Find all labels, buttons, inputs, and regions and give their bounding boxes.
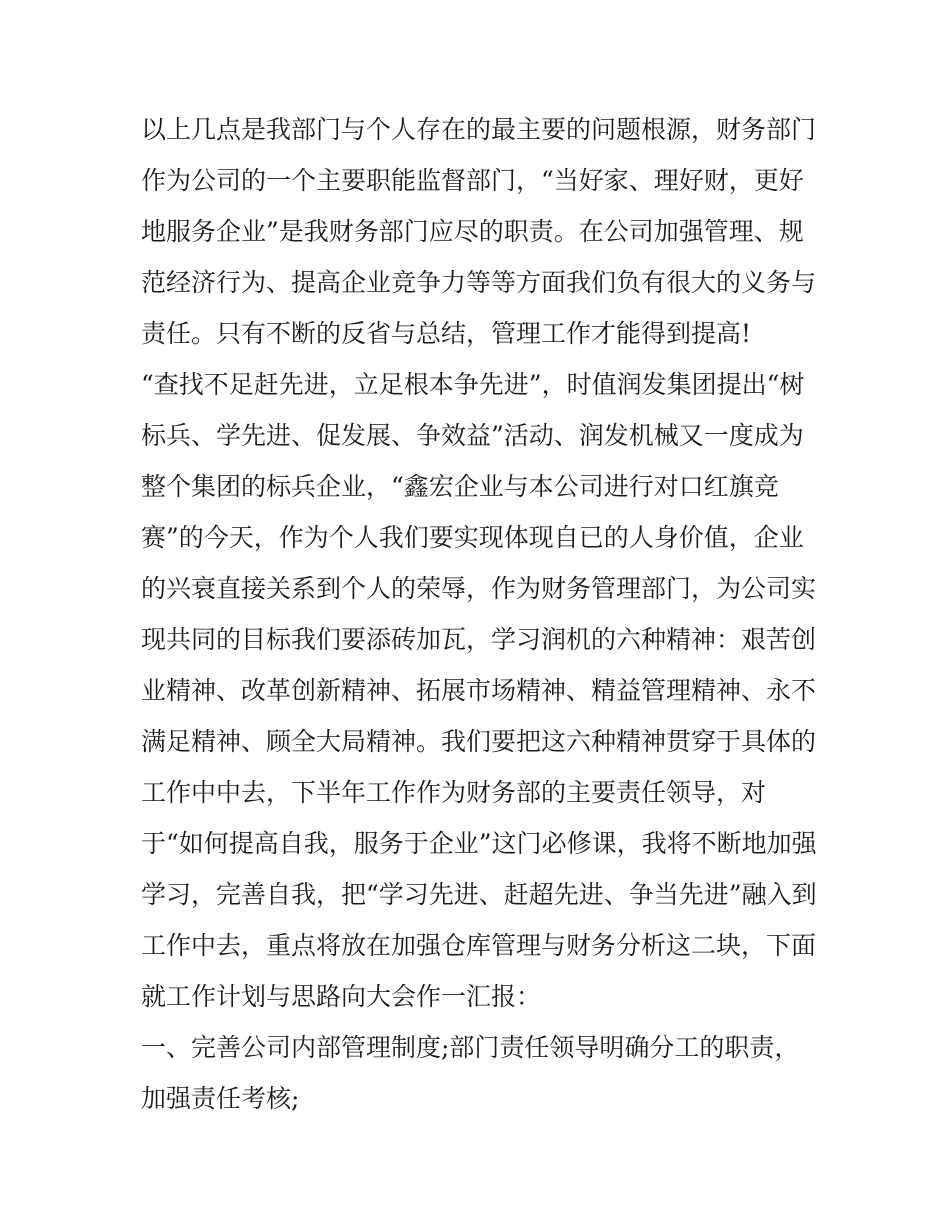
text-line: 标兵、学先进、促发展、争效益”活动、润发机械又一度成为	[141, 421, 804, 450]
text-line: 工作中中去，下半年工作作为财务部的主要责任领导，对	[141, 778, 767, 807]
text-line: 业精神、改革创新精神、拓展市场精神、精益管理精神、永不	[141, 676, 817, 705]
text-line: 范经济行为、提高企业竞争力等等方面我们负有很大的义务与	[141, 268, 817, 297]
text-line: 满足精神、顾全大局精神。我们要把这六种精神贯穿于具体的	[141, 727, 817, 756]
text-line: 以上几点是我部门与个人存在的最主要的问题根源，财务部门	[141, 115, 817, 144]
text-line: 学习，完善自我，把“学习先进、赶超先进、争当先进”融入到	[141, 880, 817, 909]
text-line: 一、完善公司内部管理制度;部门责任领导明确分工的职责，	[141, 1033, 800, 1062]
text-line: 地服务企业”是我财务部门应尽的职责。在公司加强管理、规	[141, 217, 804, 246]
text-line: 作为公司的一个主要职能监督部门，“当好家、理好财，更好	[141, 166, 804, 195]
text-line: 现共同的目标我们要添砖加瓦，学习润机的六种精神：艰苦创	[141, 625, 817, 654]
body-text	[141, 104, 821, 1124]
text-line: 赛”的今天，作为个人我们要实现体现自已的人身价值，企业	[141, 523, 804, 552]
text-line: 于“如何提高自我，服务于企业”这门必修课，我将不断地加强	[141, 829, 817, 858]
text-line: 就工作计划与思路向大会作一汇报：	[141, 982, 542, 1011]
text-line: 工作中去，重点将放在加强仓库管理与财务分析这二块，下面	[141, 931, 817, 960]
text-line: 加强责任考核;	[141, 1084, 300, 1113]
text-line: 整个集团的标兵企业，“鑫宏企业与本公司进行对口红旗竞	[141, 472, 779, 501]
text-line: 责任。只有不断的反省与总结，管理工作才能得到提高!	[141, 319, 752, 348]
text-line: 的兴衰直接关系到个人的荣辱，作为财务管理部门，为公司实	[141, 574, 817, 603]
text-line: “查找不足赶先进，立足根本争先进”，时值润发集团提出“树	[141, 370, 805, 399]
